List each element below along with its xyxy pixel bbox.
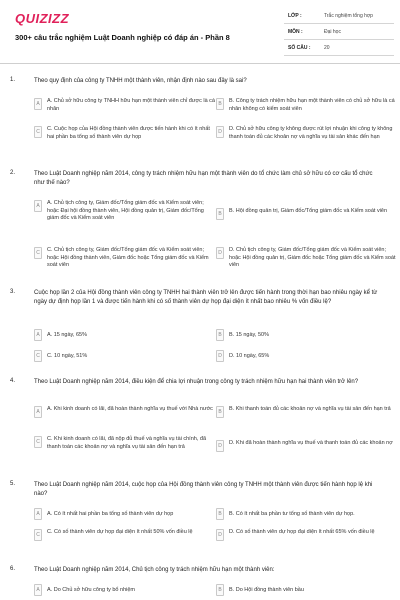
option-letter-box: A bbox=[34, 584, 42, 596]
option-text: D. Chủ sở hữu công ty không được rút lợi nhuận khi công ty không thanh toán đủ các khoản nợ và nghĩa vụ tài sản khác đến hạn bbox=[229, 126, 393, 140]
option-text: D. Chủ tịch công ty, Giám đốc/Tổng giám đốc và Kiểm soát viên; hoặc Hội đồng quản trị, Giám đốc hoặc Tổng giám đốc và Kiểm soát viên bbox=[229, 247, 396, 268]
question-number: 6. bbox=[10, 566, 16, 572]
question-number: 4. bbox=[10, 378, 16, 384]
option-letter-box: C bbox=[34, 436, 42, 448]
option-letter-box: D bbox=[216, 440, 224, 452]
option-letter-box: A bbox=[34, 406, 42, 418]
meta-label: MÔN : bbox=[288, 29, 303, 35]
option-letter-box: D bbox=[216, 350, 224, 362]
question-number: 1. bbox=[10, 77, 16, 83]
question-3 bbox=[10, 289, 394, 369]
meta-label: SỐ CÂU : bbox=[288, 45, 311, 51]
meta-row-subject bbox=[284, 24, 394, 40]
meta-row-count bbox=[284, 40, 394, 56]
question-number: 3. bbox=[10, 289, 16, 295]
question-text: Theo quy định của công ty TNHH một thành viên, nhận định nào sau đây là sai? bbox=[34, 78, 247, 84]
worksheet-header bbox=[0, 0, 400, 64]
question-6 bbox=[10, 566, 394, 600]
option-text: D. 10 ngày, 65% bbox=[229, 353, 270, 359]
option-letter-box: B bbox=[216, 329, 224, 341]
option-letter-box: A bbox=[34, 98, 42, 110]
option-text: C. Có số thành viên dự họp đại diện ít nhất 50% vốn điều lệ bbox=[47, 529, 193, 535]
meta-value: Trắc nghiệm tổng hợp bbox=[324, 13, 373, 19]
question-number: 2. bbox=[10, 170, 16, 176]
option-letter-box: B bbox=[216, 508, 224, 520]
question-number: 5. bbox=[10, 481, 16, 487]
option-letter-box: B bbox=[216, 584, 224, 596]
option-letter-box: B bbox=[216, 98, 224, 110]
option-letter-box: A bbox=[34, 329, 42, 341]
option-text: B. Do Hội đồng thành viên bầu bbox=[229, 587, 304, 593]
question-text: Theo Luật Doanh nghiệp năm 2014, Chủ tịch công ty trách nhiệm hữu hạn một thành viên: bbox=[34, 567, 275, 573]
question-text: Theo Luật Doanh nghiệp năm 2014, cuộc họp của Hội đồng thành viên công ty TNHH một thành viên được tiến hành họp lệ khi nào? bbox=[34, 482, 373, 497]
option-text: B. Công ty trách nhiệm hữu hạn một thành viên có chủ sở hữu là cá nhân không có kiểm soát viên bbox=[229, 98, 395, 112]
option-text: B. 15 ngày, 50% bbox=[229, 332, 269, 338]
meta-value: 20 bbox=[324, 45, 330, 51]
meta-value: Đại học bbox=[324, 29, 341, 35]
option-text: A. Chủ sở hữu công ty TNHH hữu hạn một thành viên chỉ được là cá nhân bbox=[47, 98, 215, 112]
option-letter-box: D bbox=[216, 529, 224, 541]
option-text: A. 15 ngày, 65% bbox=[47, 332, 87, 338]
option-text: A. Có ít nhất hai phần ba tổng số thành viên dự họp bbox=[47, 511, 174, 517]
option-text: B. Khi thanh toán đủ các khoản nợ và nghĩa vụ tài sản đến hạn trả bbox=[229, 406, 391, 412]
option-text: C. 10 ngày, 51% bbox=[47, 353, 88, 359]
option-text: C. Chủ tịch công ty, Giám đốc/Tổng giám đốc và Kiểm soát viên; hoặc Hội đồng thành viên, Giám đốc hoặc Tổng giám đốc và Kiểm soát viên bbox=[47, 247, 209, 268]
option-letter-box: D bbox=[216, 126, 224, 138]
option-letter-box: C bbox=[34, 350, 42, 362]
option-letter-box: C bbox=[34, 126, 42, 138]
option-letter-box: B bbox=[216, 208, 224, 220]
option-letter-box: C bbox=[34, 247, 42, 259]
option-letter-box: D bbox=[216, 247, 224, 259]
option-text: C. Cuộc họp của Hội đồng thành viên được tiến hành khi có ít nhất hai phần ba tổng số thành viên dự họp bbox=[47, 126, 210, 140]
option-text: B. Có ít nhất ba phần tư tổng số thành viên dự họp. bbox=[229, 511, 355, 517]
option-text: A. Chủ tịch công ty, Giám đốc/Tổng giám đốc và Kiểm soát viên; hoặc Đại hội đồng thành viên, Hội đồng quản trị, Giám đốc/Tổng giám đốc và Kiểm soát viên bbox=[47, 200, 204, 221]
option-text: C. Khi kinh doanh có lãi, đã nộp đủ thuế và nghĩa vụ tài chính, đã thanh toán các khoản nợ và nghĩa vụ tài sản đến hạn trả bbox=[47, 436, 207, 450]
option-letter-box: A bbox=[34, 200, 42, 212]
meta-label: LỚP : bbox=[288, 13, 302, 19]
page-title: 300+ câu trắc nghiệm Luật Doanh nghiệp có đáp án - Phần 8 bbox=[15, 33, 230, 42]
option-text: D. Khi đã hoàn thành nghĩa vụ thuế và thanh toán đủ các khoản nợ bbox=[229, 440, 393, 446]
option-letter-box: C bbox=[34, 529, 42, 541]
question-5 bbox=[10, 481, 394, 561]
question-1 bbox=[10, 77, 394, 177]
question-text: Theo Luật Doanh nghiệp năm 2014, công ty trách nhiệm hữu hạn một thành viên do tổ chức làm chủ sở hữu có cơ cấu tổ chức như thế nào? bbox=[34, 171, 373, 186]
question-text: Theo Luật Doanh nghiệp năm 2014, điều kiện để chia lợi nhuận trong công ty trách nhiệm hữu hạn hai thành viên trở lên? bbox=[34, 379, 359, 385]
option-text: A. Khi kinh doanh có lãi, đã hoàn thành nghĩa vụ thuế với Nhà nước bbox=[47, 406, 213, 412]
question-text: Cuộc họp lần 2 của Hội đồng thành viên công ty TNHH hai thành viên trở lên được tiến hành trong thời hạn bao nhiêu ngày kể từ ngày dự định họp lần 1 và được tiến hành khi có số thành viên dự họp đại diện ít nhất bao nhiêu % vốn điều lệ? bbox=[34, 290, 378, 305]
question-2 bbox=[10, 170, 394, 280]
option-text: B. Hội đồng quản trị, Giám đốc/Tổng giám đốc và Kiểm soát viên bbox=[229, 208, 388, 214]
option-letter-box: B bbox=[216, 406, 224, 418]
question-4 bbox=[10, 378, 394, 478]
quizizz-logo: QUIZIZZ bbox=[15, 11, 70, 26]
option-letter-box: A bbox=[34, 508, 42, 520]
meta-block bbox=[284, 8, 394, 56]
option-text: A. Do Chủ sở hữu công ty bổ nhiệm bbox=[47, 587, 135, 593]
meta-row-class bbox=[284, 8, 394, 24]
option-text: D. Có số thành viên dự họp đại diện ít nhất 65% vốn điều lệ bbox=[229, 529, 375, 535]
